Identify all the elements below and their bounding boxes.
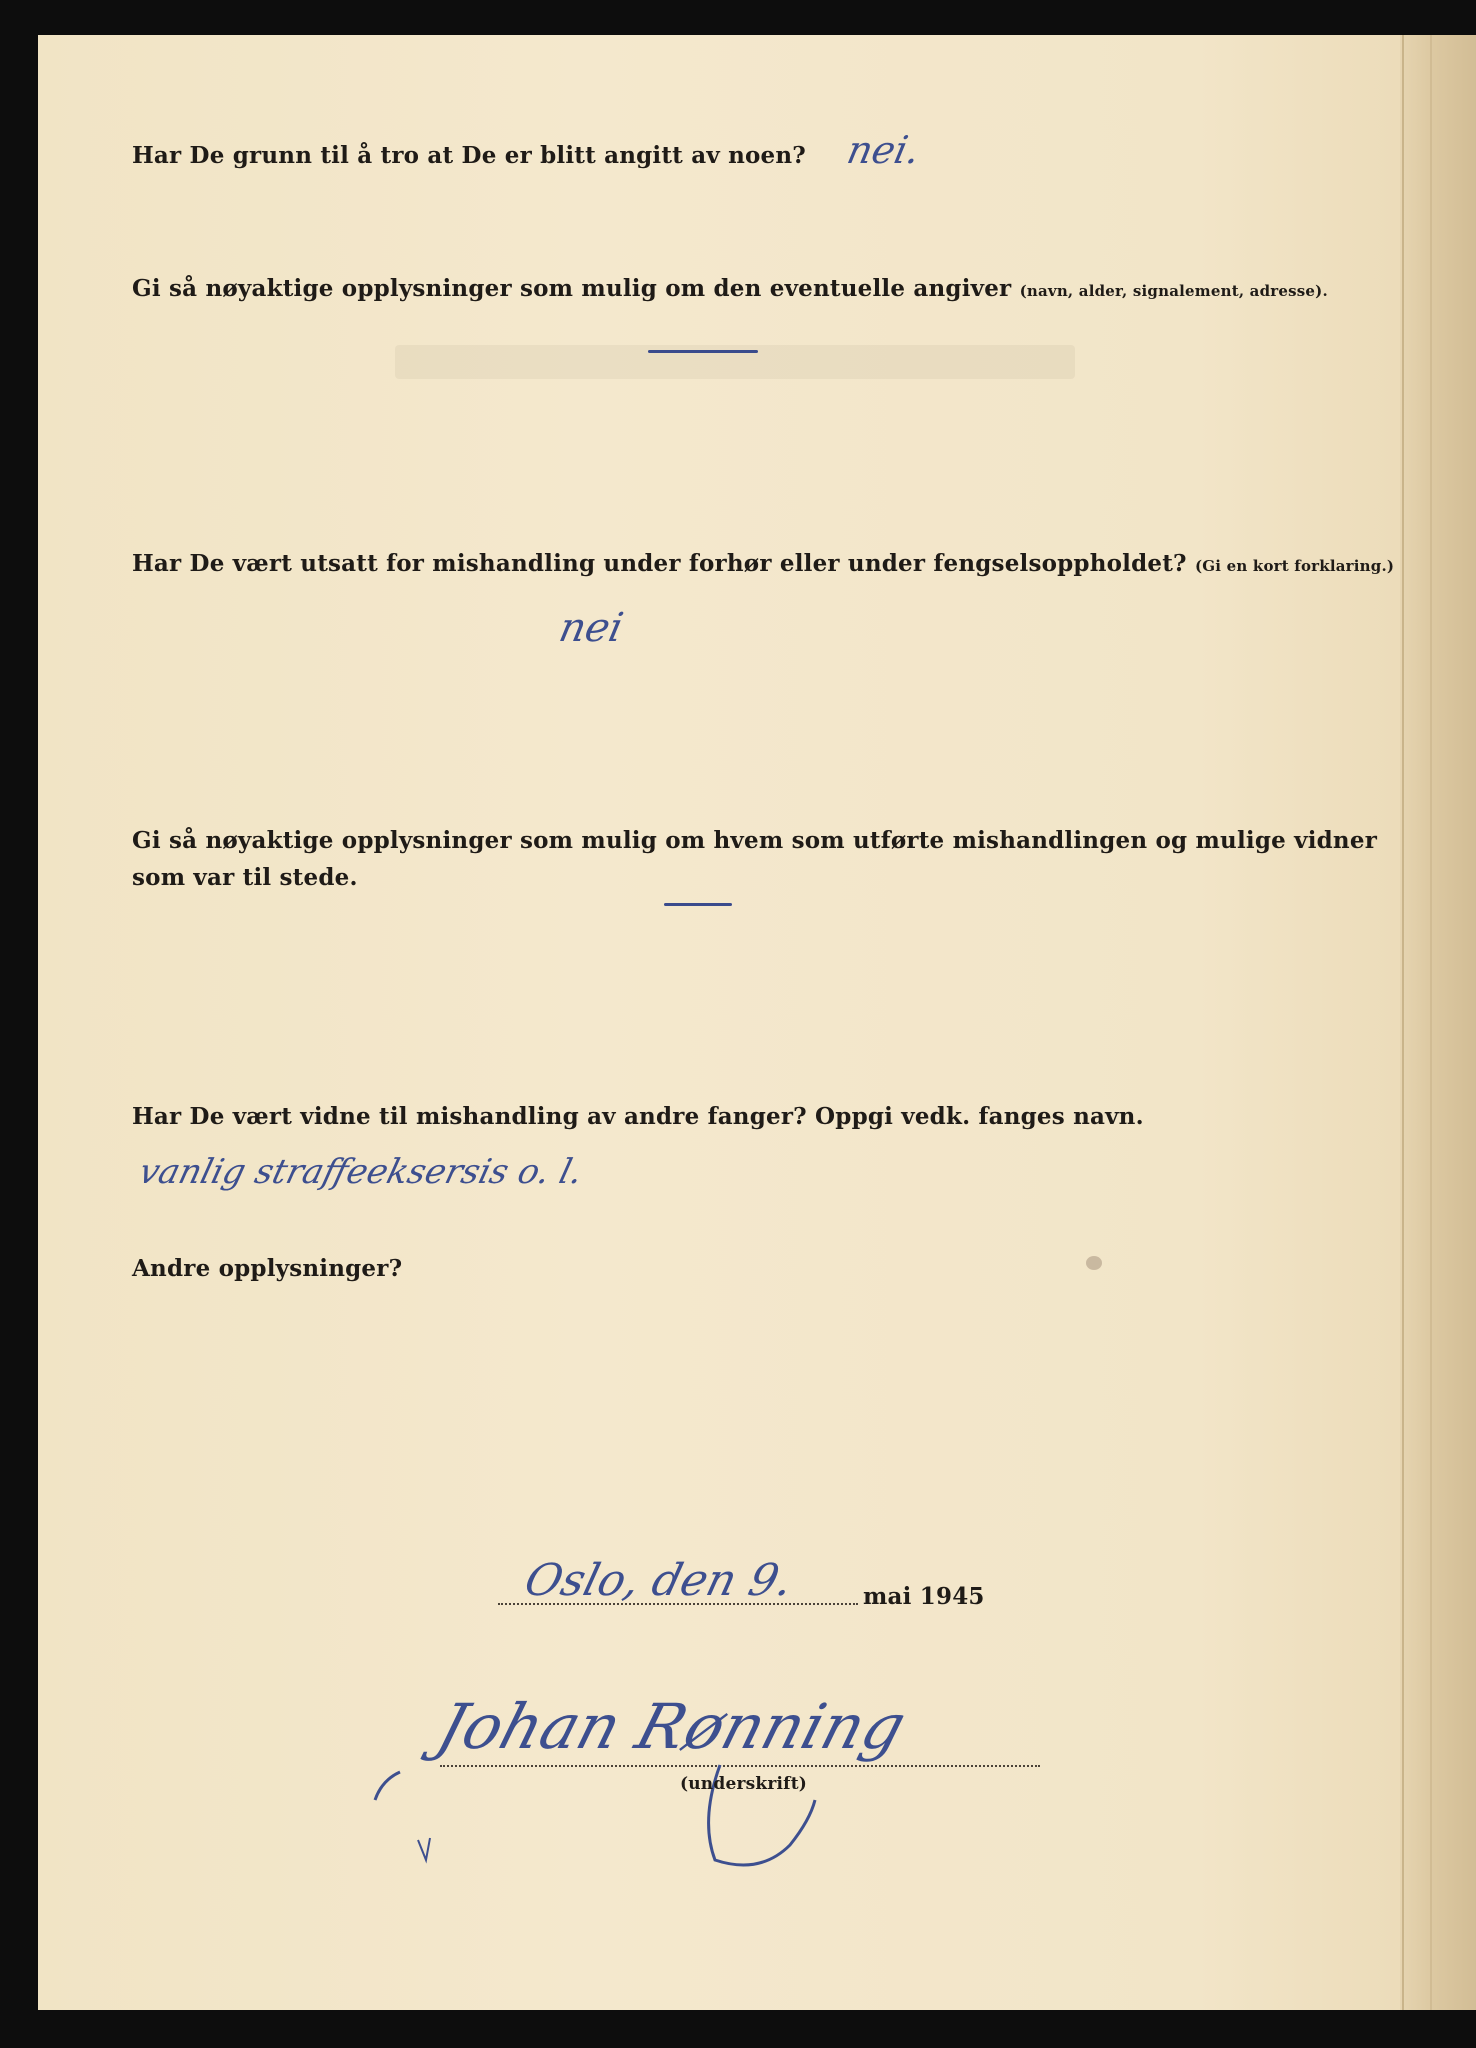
question-2-note: (navn, alder, signalement, adresse). (1019, 282, 1328, 300)
question-1: Har De grunn til å tro at De er blitt angitt av noen? (132, 142, 806, 169)
question-5: Har De vært vidne til mishandling av andre fanger? Oppgi vedk. fanges navn. (132, 1103, 1144, 1130)
question-3-note: (Gi en kort forklaring.) (1194, 557, 1395, 575)
question-2 (132, 275, 1328, 302)
paper-edge-line (1402, 35, 1404, 2010)
paper-edge-shadow (1400, 35, 1476, 2010)
answer-1-handwritten: nei. (843, 128, 924, 172)
signature-handwritten: Johan Rønning (429, 1690, 914, 1763)
question-3 (132, 550, 1394, 577)
question-3-main: Har De vært utsatt for mishandling under forhør eller under fengselsoppholdet? (132, 550, 1187, 577)
scan-border-top (0, 0, 1476, 35)
question-2-main: Gi så nøyaktige opplysninger som mulig om den eventuelle angiver (132, 275, 1012, 302)
question-4: Gi så nøyaktige opplysninger som mulig om hvem som utførte mishandlingen og mulige vidner som var til stede. (132, 827, 1378, 891)
answer-3-handwritten: nei (555, 605, 628, 651)
paper-spot (1086, 1256, 1102, 1270)
question-6: Andre opplysninger? (132, 1255, 403, 1282)
answer-4-dash (664, 903, 732, 906)
answer-5-handwritten: vanlig straffeeksersis o. l. (135, 1152, 587, 1192)
month-year: mai 1945 (863, 1583, 985, 1610)
paper-edge-line (1430, 35, 1432, 2010)
answer-2-dash (648, 350, 758, 353)
scan-border-bottom (0, 2010, 1476, 2048)
place-date-handwritten: Oslo, den 9. (519, 1555, 799, 1606)
signature-caption: (underskrift) (680, 1774, 807, 1794)
scan-border-left (0, 0, 38, 2048)
